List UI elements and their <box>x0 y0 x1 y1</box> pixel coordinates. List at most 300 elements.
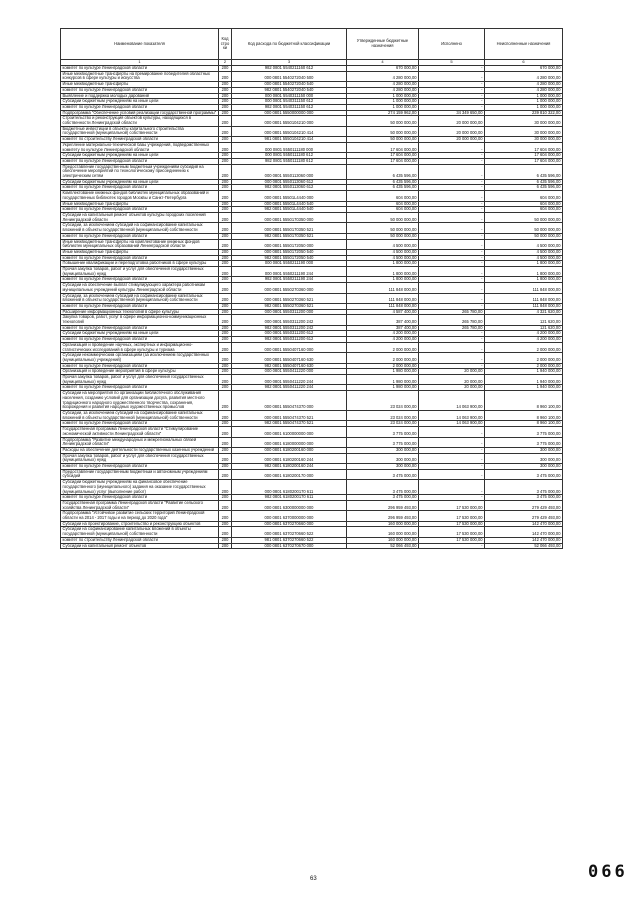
cell-line: 200 <box>219 201 232 207</box>
cell-name: Иные межбюджетные трансферты <box>61 201 219 207</box>
cell-approved: 160 000 000,00 <box>347 527 419 537</box>
page-stamp: 066 <box>588 862 628 882</box>
cell-executed: 265 780,00 <box>419 315 485 325</box>
cell-line: 200 <box>219 71 232 81</box>
cell-approved: 160 000 000,00 <box>347 521 419 527</box>
cell-name: Организация и проведение научных, экспертных и информационно-статистических исследований в сфере культуры и туризма <box>61 342 219 352</box>
cell-line: 200 <box>219 82 232 88</box>
cell-executed: - <box>419 261 485 267</box>
cell-executed: 20 000 000,00 <box>419 116 485 126</box>
table-row <box>61 427 563 437</box>
cell-line: 200 <box>219 179 232 185</box>
cell-code: 000 0801 6370000000 000 <box>232 511 347 521</box>
cell-executed: 17 530 000,00 <box>419 511 485 521</box>
cell-code: 982 0801 5550311200 242 <box>232 325 347 331</box>
cell-code: 982 0801 5540272040 540 <box>232 87 347 93</box>
cell-name: комитет по культуре Ленинградской области <box>61 421 219 427</box>
cell-executed: 14 063 900,00 <box>419 421 485 427</box>
cell-approved: 4 500 000,00 <box>347 239 419 249</box>
cell-line: 200 <box>219 500 232 510</box>
table-row <box>61 212 563 222</box>
cell-unexec: 4 200 000,00 <box>485 331 563 337</box>
col-number: 1 <box>61 60 219 66</box>
cell-executed: - <box>419 543 485 549</box>
cell-code: 000 0801 5550104210 414 <box>232 126 347 136</box>
cell-code: 000 0801 6180200170 611 <box>232 480 347 495</box>
cell-unexec: 50 000 000,00 <box>485 223 563 233</box>
cell-approved: 1 980 000,00 <box>347 369 419 375</box>
cell-executed: 14 063 900,00 <box>419 391 485 411</box>
cell-executed: - <box>419 99 485 105</box>
table-row <box>61 223 563 233</box>
cell-unexec: 8 960 100,00 <box>485 411 563 421</box>
cell-name: комитет по культуре Ленинградской области <box>61 385 219 391</box>
cell-approved: 6 435 596,00 <box>347 185 419 191</box>
cell-line: 200 <box>219 464 232 470</box>
budget-table <box>60 28 563 549</box>
cell-line: 200 <box>219 375 232 385</box>
cell-line: 200 <box>219 66 232 72</box>
cell-unexec: 142 470 000,00 <box>485 527 563 537</box>
cell-approved: 4 280 000,00 <box>347 82 419 88</box>
cell-line: 200 <box>219 87 232 93</box>
cell-approved: 50 000 000,00 <box>347 212 419 222</box>
cell-line: 200 <box>219 447 232 453</box>
cell-name: Предоставление государственным бюджетным учреждениям субсидий на обеспечение мероприятий по технологическому присоединению к электрическим сетям <box>61 164 219 179</box>
cell-code: 000 0801 5550000000 000 <box>232 110 347 116</box>
table-row <box>61 164 563 179</box>
cell-line: 200 <box>219 277 232 283</box>
cell-unexec: 4 280 000,00 <box>485 87 563 93</box>
cell-unexec: 17 604 000,00 <box>485 153 563 159</box>
cell-unexec: 3 475 000,00 <box>485 469 563 479</box>
cell-name: комитет по строительству Ленинградской области <box>61 137 219 143</box>
cell-approved: 4 500 000,00 <box>347 255 419 261</box>
cell-name: Субсидии, за исключением субсидий на софинансирование капитальных вложений в объекты государственной (муниципальной) собственности <box>61 223 219 233</box>
cell-name: Организация и проведение мероприятий в сфере культуры <box>61 369 219 375</box>
cell-code: 000 0801 5550474370 521 <box>232 411 347 421</box>
cell-name: комитет по культуре Ленинградской области <box>61 363 219 369</box>
cell-name: Иные межбюджетные трансферты <box>61 82 219 88</box>
cell-executed: - <box>419 427 485 437</box>
cell-code: 000 0801 5550113060 000 <box>232 164 347 179</box>
cell-executed: 20 000,00 <box>419 369 485 375</box>
cell-code: 000 0801 6370270660 000 <box>232 521 347 527</box>
cell-line: 200 <box>219 303 232 309</box>
cell-line: 200 <box>219 153 232 159</box>
cell-unexec: 239 810 322,00 <box>485 110 563 116</box>
cell-line: 200 <box>219 191 232 201</box>
cell-code: 000 0801 6180200160 244 <box>232 453 347 463</box>
cell-name: комитет по культуре Ленинградской области <box>61 87 219 93</box>
cell-executed: - <box>419 66 485 72</box>
cell-executed: - <box>419 277 485 283</box>
table-row <box>61 543 563 549</box>
cell-line: 200 <box>219 480 232 495</box>
cell-unexec: 1 000 000,00 <box>485 104 563 110</box>
cell-name: комитет по культуре Ленинградской области <box>61 277 219 283</box>
table-row <box>61 391 563 411</box>
cell-approved: 2 000 000,00 <box>347 363 419 369</box>
cell-approved: 3 475 000,00 <box>347 469 419 479</box>
cell-code: 000 0801 6180200160 000 <box>232 447 347 453</box>
cell-executed: 265 780,00 <box>419 325 485 331</box>
cell-line: 200 <box>219 427 232 437</box>
cell-line: 200 <box>219 158 232 164</box>
cell-executed: - <box>419 363 485 369</box>
cell-code: 000 0801 5550113060 612 <box>232 179 347 185</box>
cell-approved: 1 980 000,00 <box>347 375 419 385</box>
cell-approved: 4 280 000,00 <box>347 87 419 93</box>
cell-name: Выявление и поддержка молодых дарований <box>61 93 219 99</box>
cell-name: комитет по культуре Ленинградской области <box>61 207 219 213</box>
cell-unexec: 30 000 000,00 <box>485 126 563 136</box>
cell-line: 200 <box>219 293 232 303</box>
cell-name: комитет по культуре Ленинградской области <box>61 255 219 261</box>
col-number: 5 <box>419 60 485 66</box>
cell-line: 200 <box>219 453 232 463</box>
cell-name: Прочая закупка товаров, работ и услуг для обеспечения государственных (муниципальных) нужд <box>61 267 219 277</box>
cell-unexec: 1 800 000,00 <box>485 261 563 267</box>
cell-unexec: 17 604 000,00 <box>485 158 563 164</box>
cell-name: комитет по культуре Ленинградской области <box>61 66 219 72</box>
cell-executed: - <box>419 223 485 233</box>
cell-approved: 604 000,00 <box>347 201 419 207</box>
cell-unexec: 604 000,00 <box>485 207 563 213</box>
cell-name: комитет по культуре Ленинградской области <box>61 158 219 164</box>
header-name: Наименование показателя <box>61 29 219 60</box>
cell-code: 982 0801 5550170350 521 <box>232 233 347 239</box>
cell-executed: 20 000,00 <box>419 375 485 385</box>
cell-line: 200 <box>219 385 232 391</box>
cell-unexec: 2 000 000,00 <box>485 363 563 369</box>
cell-approved: 4 200 000,00 <box>347 337 419 343</box>
table-row <box>61 239 563 249</box>
cell-approved: 17 604 000,00 <box>347 158 419 164</box>
cell-line: 200 <box>219 261 232 267</box>
cell-code: 982 0801 5540211160 612 <box>232 66 347 72</box>
cell-approved: 2 000 000,00 <box>347 342 419 352</box>
cell-name: Прочая закупка товаров, работ и услуг для обеспечения государственных (муниципальных) нужд <box>61 453 219 463</box>
cell-executed: - <box>419 191 485 201</box>
cell-approved: 23 024 000,00 <box>347 391 419 411</box>
cell-line: 200 <box>219 116 232 126</box>
cell-line: 200 <box>219 267 232 277</box>
cell-code: 000 0801 5550211190 000 <box>232 261 347 267</box>
cell-unexec: 111 848 000,00 <box>485 283 563 293</box>
cell-name: Повышение квалификации и переподготовка работников в сфере культуры <box>61 261 219 267</box>
cell-name: Расходы на обеспечение деятельности государственных казенных учреждений <box>61 447 219 453</box>
cell-unexec: 4 280 000,00 <box>485 71 563 81</box>
cell-code: 982 0801 5550211190 244 <box>232 277 347 283</box>
cell-unexec: 3 475 000,00 <box>485 495 563 501</box>
table-row <box>61 500 563 510</box>
cell-code: 000 0801 5550474370 000 <box>232 391 347 411</box>
table-header-row <box>61 29 563 60</box>
cell-executed: - <box>419 82 485 88</box>
cell-code: 000 0801 5550172050 540 <box>232 249 347 255</box>
cell-unexec: 6 435 596,00 <box>485 179 563 185</box>
cell-executed: 34 349 650,00 <box>419 110 485 116</box>
cell-unexec: 50 000 000,00 <box>485 212 563 222</box>
cell-code: 000 0801 5550111180 000 <box>232 142 347 152</box>
cell-line: 200 <box>219 511 232 521</box>
cell-executed: - <box>419 495 485 501</box>
cell-name: Субсидии бюджетным учреждениям на финансовое обеспечение государственного (муниципального) задания на оказание государственных (муниципальных) услуг (выполнение работ) <box>61 480 219 495</box>
cell-approved: 111 848 000,00 <box>347 283 419 293</box>
cell-unexec: 300 000,00 <box>485 447 563 453</box>
cell-code: 982 0801 5550411220 244 <box>232 385 347 391</box>
cell-unexec: 1 940 000,00 <box>485 369 563 375</box>
cell-code: 982 0801 6180200160 244 <box>232 464 347 470</box>
cell-code: 981 0801 6370270660 522 <box>232 537 347 543</box>
cell-code: 000 0801 5540311150 000 <box>232 93 347 99</box>
col-number: 6 <box>485 60 563 66</box>
cell-line: 200 <box>219 283 232 293</box>
cell-executed: - <box>419 233 485 239</box>
table-row <box>61 126 563 136</box>
cell-code: 000 0801 5550170350 521 <box>232 223 347 233</box>
cell-unexec: 4 280 000,00 <box>485 82 563 88</box>
cell-unexec: 6 435 596,00 <box>485 185 563 191</box>
cell-name: Субсидии на обеспечение выплат стимулирующего характера работникам муниципальных учреждений культуры Ленинградской области <box>61 283 219 293</box>
cell-executed: - <box>419 179 485 185</box>
cell-name: комитет по культуре Ленинградской области <box>61 464 219 470</box>
cell-line: 200 <box>219 99 232 105</box>
cell-approved: 1 800 000,00 <box>347 261 419 267</box>
table-row <box>61 267 563 277</box>
cell-name: Предоставление государственным бюджетным и автономным учреждениям субсидий <box>61 469 219 479</box>
cell-approved: 604 000,00 <box>347 191 419 201</box>
cell-executed: 20 000 000,00 <box>419 126 485 136</box>
cell-code: 000 0801 5550111180 612 <box>232 153 347 159</box>
cell-unexec: 1 800 000,00 <box>485 277 563 283</box>
cell-executed: - <box>419 453 485 463</box>
table-row <box>61 375 563 385</box>
cell-name: Комплектование книжных фондов библиотек муниципальных образований и государственных библиотек городов Москвы и Санкт-Петербурга <box>61 191 219 201</box>
cell-executed: - <box>419 331 485 337</box>
cell-code: 000 0801 5550170350 000 <box>232 212 347 222</box>
cell-unexec: 121 620,00 <box>485 315 563 325</box>
cell-line: 200 <box>219 411 232 421</box>
cell-code: 000 0801 6180000000 000 <box>232 437 347 447</box>
cell-executed: - <box>419 249 485 255</box>
cell-unexec: 1 000 000,00 <box>485 93 563 99</box>
cell-approved: 6 435 596,00 <box>347 164 419 179</box>
cell-unexec: 1 000 000,00 <box>485 99 563 105</box>
cell-code: 982 0801 5550113060 612 <box>232 185 347 191</box>
cell-line: 200 <box>219 142 232 152</box>
cell-executed: 17 530 000,00 <box>419 521 485 527</box>
cell-executed: - <box>419 153 485 159</box>
cell-name: комитет по культуре Ленинградской области <box>61 325 219 331</box>
cell-unexec: 142 470 000,00 <box>485 537 563 543</box>
page-number: 63 <box>310 876 317 882</box>
cell-approved: 111 848 000,00 <box>347 293 419 303</box>
cell-executed: - <box>419 87 485 93</box>
cell-approved: 1 000 000,00 <box>347 93 419 99</box>
cell-name: Субсидии на проектирование, строительство и реконструкцию объектов <box>61 521 219 527</box>
table-row <box>61 511 563 521</box>
table-row <box>61 469 563 479</box>
cell-line: 200 <box>219 233 232 239</box>
cell-unexec: 2 000 000,00 <box>485 353 563 363</box>
cell-approved: 1 000 000,00 <box>347 104 419 110</box>
cell-unexec: 6 435 596,00 <box>485 164 563 179</box>
cell-line: 200 <box>219 469 232 479</box>
cell-executed: - <box>419 93 485 99</box>
col-number: 2 <box>219 60 232 66</box>
cell-executed: 265 780,00 <box>419 309 485 315</box>
cell-approved: 4 200 000,00 <box>347 331 419 337</box>
table-row <box>61 191 563 201</box>
cell-line: 200 <box>219 223 232 233</box>
cell-approved: 23 024 000,00 <box>347 411 419 421</box>
cell-executed: - <box>419 480 485 495</box>
cell-approved: 50 000 000,00 <box>347 116 419 126</box>
cell-line: 200 <box>219 93 232 99</box>
col-number: 3 <box>232 60 347 66</box>
table-row <box>61 437 563 447</box>
cell-unexec: 30 000 000,00 <box>485 116 563 126</box>
cell-line: 200 <box>219 353 232 363</box>
cell-line: 200 <box>219 309 232 315</box>
cell-code: 000 0801 5550311200 612 <box>232 331 347 337</box>
cell-name: Расширение информационных технологий в сфере культуры <box>61 309 219 315</box>
cell-approved: 1 000 000,00 <box>347 99 419 105</box>
cell-code: 000 0801 55501L4440 540 <box>232 201 347 207</box>
cell-code: 000 0801 6300000000 000 <box>232 500 347 510</box>
cell-executed: 17 530 000,00 <box>419 500 485 510</box>
cell-executed: - <box>419 164 485 179</box>
cell-approved: 387 400,00 <box>347 325 419 331</box>
cell-unexec: 52 066 493,00 <box>485 543 563 549</box>
cell-executed: - <box>419 267 485 277</box>
cell-approved: 670 000,00 <box>347 66 419 72</box>
cell-unexec: 670 000,00 <box>485 66 563 72</box>
cell-executed: - <box>419 212 485 222</box>
cell-approved: 160 000 000,00 <box>347 537 419 543</box>
cell-line: 200 <box>219 342 232 352</box>
cell-approved: 1 800 000,00 <box>347 277 419 283</box>
cell-unexec: 3 775 000,00 <box>485 437 563 447</box>
cell-name: Субсидии бюджетным учреждениям на иные цели <box>61 331 219 337</box>
cell-unexec: 1 940 000,00 <box>485 375 563 385</box>
cell-approved: 111 848 000,00 <box>347 303 419 309</box>
cell-executed: - <box>419 342 485 352</box>
cell-name: Иные межбюджетные трансферты <box>61 249 219 255</box>
cell-line: 200 <box>219 537 232 543</box>
table-row <box>61 453 563 463</box>
cell-approved: 300 000,00 <box>347 453 419 463</box>
cell-code: 000 0801 5550270360 521 <box>232 293 347 303</box>
header-line-code: Код стро ки <box>219 29 232 60</box>
col-number: 4 <box>347 60 419 66</box>
cell-code: 000 0801 5550407160 000 <box>232 342 347 352</box>
cell-approved: 1 980 000,00 <box>347 385 419 391</box>
table-row <box>61 527 563 537</box>
cell-executed: - <box>419 185 485 191</box>
cell-approved: 3 475 000,00 <box>347 495 419 501</box>
cell-code: 982 0801 5550407160 630 <box>232 363 347 369</box>
cell-code: 000 0801 6180200170 000 <box>232 469 347 479</box>
cell-executed: 17 530 000,00 <box>419 537 485 543</box>
cell-executed: - <box>419 104 485 110</box>
cell-code: 000 0801 5550211190 244 <box>232 267 347 277</box>
budget-report-sheet <box>60 28 562 549</box>
cell-unexec: 4 500 000,00 <box>485 255 563 261</box>
cell-line: 200 <box>219 255 232 261</box>
cell-unexec: 300 000,00 <box>485 453 563 463</box>
cell-approved: 604 000,00 <box>347 207 419 213</box>
cell-line: 200 <box>219 185 232 191</box>
cell-approved: 50 000 000,00 <box>347 137 419 143</box>
cell-unexec: 4 200 000,00 <box>485 337 563 343</box>
cell-name: Субсидии на софинансирование капитальных вложений в объекты государственной (муниципальной) собственности <box>61 527 219 537</box>
cell-unexec: 279 429 493,00 <box>485 511 563 521</box>
cell-code: 000 0801 5540272040 500 <box>232 71 347 81</box>
cell-code: 000 0801 5540311150 612 <box>232 99 347 105</box>
cell-code: 982 0801 6180200170 611 <box>232 495 347 501</box>
cell-name: Подпрограмма "Развитие международных и межрегиональных связей Ленинградской области" <box>61 437 219 447</box>
cell-name: Закупка товаров, работ, услуг в сфере информационно-коммуникационных технологий <box>61 315 219 325</box>
cell-name: Строительство и реконструкция объектов культуры, находящихся в собственности Ленинградской области <box>61 116 219 126</box>
cell-executed: - <box>419 464 485 470</box>
cell-approved: 23 024 000,00 <box>347 421 419 427</box>
cell-code: 982 0801 5550270360 521 <box>232 303 347 309</box>
cell-line: 200 <box>219 527 232 537</box>
header-executed: Исполнено <box>419 29 485 60</box>
cell-unexec: 300 000,00 <box>485 464 563 470</box>
cell-line: 200 <box>219 543 232 549</box>
cell-name: комитет по культуре Ленинградской области <box>61 303 219 309</box>
cell-executed: 20 000 000,00 <box>419 137 485 143</box>
cell-line: 200 <box>219 212 232 222</box>
cell-approved: 4 280 000,00 <box>347 71 419 81</box>
cell-line: 200 <box>219 495 232 501</box>
cell-unexec: 4 500 000,00 <box>485 249 563 255</box>
table-row <box>61 353 563 363</box>
cell-name: Подпрограмма "Обеспечение условий реализации государственной программы" <box>61 110 219 116</box>
table-row <box>61 283 563 293</box>
cell-executed: 17 530 000,00 <box>419 527 485 537</box>
cell-name: Иные межбюджетные трансферты на премирование победителей областных конкурсов в сфере культуры и искусства <box>61 71 219 81</box>
cell-unexec: 50 000 000,00 <box>485 233 563 239</box>
cell-approved: 17 604 000,00 <box>347 142 419 152</box>
header-budget-code: Код расхода по бюджетной классификации <box>232 29 347 60</box>
cell-executed: 20 000,00 <box>419 385 485 391</box>
cell-code: 982 0801 5550474370 521 <box>232 421 347 427</box>
cell-line: 200 <box>219 137 232 143</box>
cell-approved: 17 604 000,00 <box>347 153 419 159</box>
cell-executed: - <box>419 71 485 81</box>
table-row <box>61 293 563 303</box>
cell-code: 982 0801 5550311200 612 <box>232 337 347 343</box>
cell-code: 000 0801 6100000000 000 <box>232 427 347 437</box>
cell-approved: 50 000 000,00 <box>347 223 419 233</box>
cell-unexec: 4 500 000,00 <box>485 239 563 249</box>
cell-name: Субсидии на мероприятия по организации библиотечного обслуживания населения, созданию условий для организации досуга, развития местного традиционного народного художественного творчества, сохранения, возрождения и развития народных художественных промыслов <box>61 391 219 411</box>
cell-name: комитет по культуре Ленинградской области <box>61 104 219 110</box>
cell-approved: 50 000 000,00 <box>347 126 419 136</box>
table-row <box>61 480 563 495</box>
cell-executed: 14 063 900,00 <box>419 411 485 421</box>
cell-unexec: 111 848 000,00 <box>485 303 563 309</box>
cell-name: Субсидии на капитальный ремонт объектов <box>61 543 219 549</box>
cell-code: 000 0801 5550407160 630 <box>232 353 347 363</box>
cell-unexec: 3 775 000,00 <box>485 427 563 437</box>
cell-unexec: 4 321 620,00 <box>485 309 563 315</box>
